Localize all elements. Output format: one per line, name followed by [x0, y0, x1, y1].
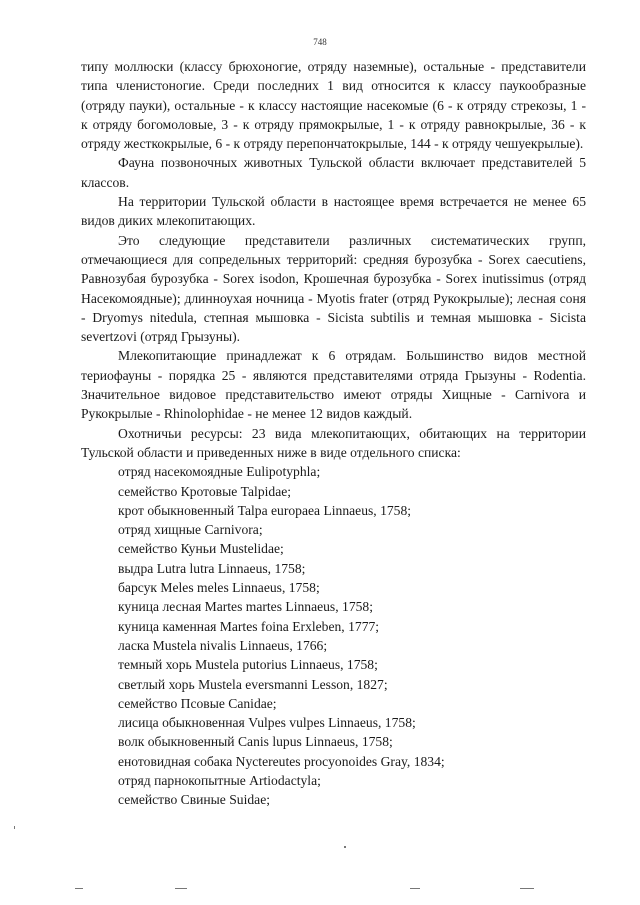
- document-body: [81, 57, 586, 810]
- list-item: барсук Meles meles Linnaeus, 1758;: [118, 580, 320, 596]
- paragraph-mammal-count: На территории Тульской области в настоящее время встречается не менее 65 видов диких млекопитающих.: [81, 194, 586, 229]
- paragraph-vertebrate-fauna: Фауна позвоночных животных Тульской области включает представителей 5 классов.: [81, 155, 586, 190]
- list-item: отряд парнокопытные Artiodactyla;: [118, 772, 321, 788]
- paragraph-mammal-orders: Млекопитающие принадлежат к 6 отрядам. Большинство видов местной териофауны - порядка 25 - являются представителями отряда Грызуны - Rodentia. Значительное видовое представительство имеют отряды Хищные - Carnivora и Рукокрылые - Rhinolophidae - не менее 12 видов каждый.: [81, 348, 586, 422]
- scan-speck: [520, 888, 534, 889]
- scan-speck: [410, 888, 420, 889]
- paragraph-invertebrates: типу моллюски (классу брюхоногие, отряду наземные), остальные - представители типа членистоногие. Среди последних 1 вид относится к классу паукообразные (отряду пауки), остальные - к классу настоящие насекомые (6 - к отряду стрекозы, 1 - к отряду богомоловые, 3 - к отряду прямокрылые, 1 - к отряду равнокрылые, 36 - к отряду жесткокрылые, 6 - к отряду перепончатокрылые, 144 - к отряду чешуекрылые).: [81, 59, 586, 152]
- scan-speck: [75, 888, 83, 889]
- list-item: крот обыкновенный Talpa europaea Linnaeus, 1758;: [118, 502, 412, 518]
- list-item: семейство Псовые Canidae;: [118, 695, 277, 711]
- scan-speck: [175, 888, 187, 889]
- list-item: семейство Куньи Mustelidae;: [118, 541, 284, 557]
- list-item: волк обыкновенный Canis lupus Linnaeus, 1758;: [118, 734, 393, 750]
- list-item: куница лесная Martes martes Linnaeus, 1758;: [118, 599, 373, 615]
- paragraph-game-resources: Охотничьи ресурсы: 23 вида млекопитающих, обитающих на территории Тульской области и приведенных ниже в виде отдельного списка:: [81, 425, 586, 460]
- paragraph-neighbouring-species: Это следующие представители различных систематических групп, отмечающиеся для сопредельных территорий: средняя бурозубка - Sorex caecutiens, Равнозубая бурозубка - Sorex isodon, Крошечная бурозубка - Sorex inutissimus (отряд Насекомоядные); длинноухая ночница - Myotis frater (отряд Рукокрылые); лесная соня - Dryomys nitedula, степная мышовка - Sicista subtilis и темная мышовка - Sicista severtzovi (отряд Грызуны).: [81, 232, 586, 345]
- list-item: отряд хищные Carnivora;: [118, 522, 263, 538]
- scan-speck: [344, 846, 346, 848]
- list-item: семейство Свиные Suidae;: [118, 792, 271, 808]
- list-item: енотовидная собака Nyctereutes procyonoides Gray, 1834;: [118, 753, 445, 769]
- page-number: 748: [313, 37, 327, 47]
- list-item: куница каменная Martes foina Erxleben, 1777;: [118, 618, 380, 634]
- list-item: семейство Кротовые Talpidae;: [118, 483, 292, 499]
- species-list: [81, 462, 586, 809]
- list-item: светлый хорь Mustela eversmanni Lesson, 1827;: [118, 676, 388, 692]
- list-item: ласка Mustela nivalis Linnaeus, 1766;: [118, 637, 328, 653]
- list-item: выдра Lutra lutra Linnaeus, 1758;: [118, 560, 306, 576]
- scan-speck: [14, 826, 15, 829]
- list-item: лисица обыкновенная Vulpes vulpes Linnaeus, 1758;: [118, 715, 416, 731]
- list-item: отряд насекомоядные Eulipotyphla;: [118, 464, 321, 480]
- list-item: темный хорь Mustela putorius Linnaeus, 1758;: [118, 657, 378, 673]
